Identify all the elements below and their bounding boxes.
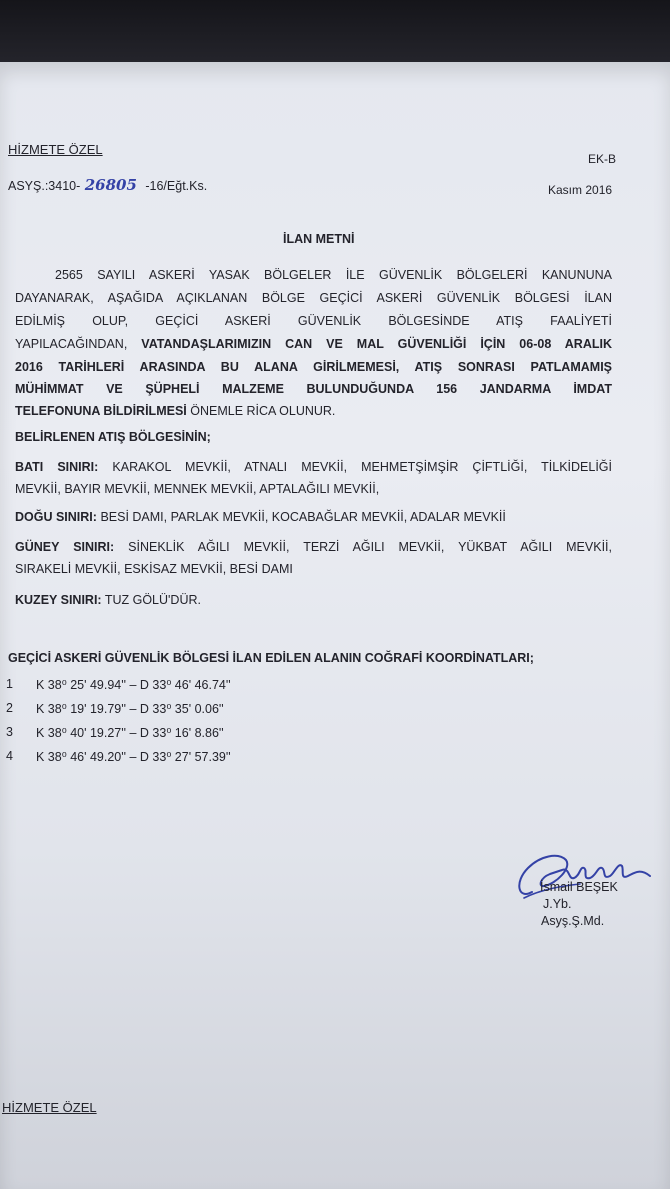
- east-border-line: [15, 510, 506, 524]
- reference-number: [8, 176, 207, 195]
- classification-bottom: HİZMETE ÖZEL: [2, 1100, 97, 1115]
- north-border-label: KUZEY SINIRI:: [15, 593, 102, 607]
- coordinate-value: K 38⁰ 46' 49.20'' – D 33⁰ 27' 57.39'': [36, 750, 231, 764]
- south-border-text-1: SİNEKLİK AĞILI MEVKİİ, TERZİ AĞILI MEVKİİ, YÜKBAT AĞILI MEVKİİ,: [128, 540, 612, 554]
- intro-segment: 2565 SAYILI ASKERİ YASAK BÖLGELER İLE GÜVENLİK BÖLGELERİ KANUNUNA: [55, 268, 612, 282]
- intro-segment: MÜHİMMAT VE ŞÜPHELİ MALZEME BULUNDUĞUNDA 156 JANDARMA İMDAT: [15, 382, 612, 396]
- intro-line: [15, 382, 612, 396]
- west-border-line-1: [15, 460, 612, 474]
- intro-segment: DAYANARAK, AŞAĞIDA AÇIKLANAN BÖLGE GEÇİCİ ASKERİ GÜVENLİK BÖLGESİ İLAN: [15, 291, 612, 305]
- signature-scribble: [510, 840, 660, 910]
- classification-top: HİZMETE ÖZEL: [8, 142, 103, 157]
- intro-segment: VATANDAŞLARIMIZIN CAN VE MAL GÜVENLİĞİ İÇİN 06-08 ARALIK: [141, 337, 612, 351]
- intro-line: [15, 337, 612, 351]
- coordinate-number: 2: [6, 701, 13, 715]
- intro-line: [15, 291, 612, 305]
- intro-segment: ÖNEMLE RİCA OLUNUR.: [186, 404, 336, 418]
- reference-prefix: ASYŞ.:3410-: [8, 179, 81, 193]
- intro-line: [15, 360, 612, 374]
- east-border-text: BESİ DAMI, PARLAK MEVKİİ, KOCABAĞLAR MEVKİİ, ADALAR MEVKİİ: [100, 510, 506, 524]
- west-border-label: BATI SINIRI:: [15, 460, 99, 474]
- handwritten-reference: 26805: [84, 176, 137, 194]
- intro-line: [15, 404, 612, 418]
- coordinate-number: 4: [6, 749, 13, 763]
- coordinate-number: 3: [6, 725, 13, 739]
- document-date: Kasım 2016: [548, 183, 613, 197]
- coordinate-value: K 38⁰ 25' 49.94'' – D 33⁰ 46' 46.74'': [36, 678, 231, 692]
- intro-segment: 2016 TARİHLERİ ARASINDA BU ALANA GİRİLMEMESİ, ATIŞ SONRASI PATLAMAMIŞ: [15, 360, 612, 374]
- annex-label: EK-B: [588, 152, 617, 166]
- west-border-text-2: MEVKİİ, BAYIR MEVKİİ, MENNEK MEVKİİ, APTALAĞILI MEVKİİ,: [15, 482, 380, 496]
- south-border-line-1: [15, 540, 612, 554]
- north-border-text: TUZ GÖLÜ'DÜR.: [104, 593, 201, 607]
- coordinate-number: 1: [6, 677, 13, 691]
- south-border-label: GÜNEY SINIRI:: [15, 540, 115, 554]
- signatory-rank: J.Yb.: [543, 897, 572, 911]
- zone-heading: BELİRLENEN ATIŞ BÖLGESİNİN;: [15, 430, 211, 444]
- west-border-text-1: KARAKOL MEVKİİ, ATNALI MEVKİİ, MEHMETŞİMŞİR ÇİFTLİĞİ, TİLKİDELİĞİ: [112, 460, 612, 474]
- coordinate-value: K 38⁰ 40' 19.27'' – D 33⁰ 16' 8.86'': [36, 726, 224, 740]
- reference-suffix: -16/Eğt.Ks.: [145, 179, 208, 193]
- intro-line: [15, 314, 612, 328]
- intro-segment: YAPILACAĞINDAN,: [15, 337, 142, 351]
- signatory-title: Asyş.Ş.Md.: [541, 914, 605, 928]
- intro-segment: EDİLMİŞ OLUP, GEÇİCİ ASKERİ GÜVENLİK BÖLGESİNDE ATIŞ FAALİYETİ: [15, 314, 612, 328]
- coordinates-heading: GEÇİCİ ASKERİ GÜVENLİK BÖLGESİ İLAN EDİLEN ALANIN COĞRAFİ KOORDİNATLARI;: [8, 651, 534, 665]
- north-border-line: [15, 593, 201, 607]
- document-title: İLAN METNİ: [283, 232, 355, 246]
- south-border-text-2: SIRAKELİ MEVKİİ, ESKİSAZ MEVKİİ, BESİ DAMI: [15, 562, 293, 576]
- intro-segment: TELEFONUNA BİLDİRİLMESİ: [15, 404, 187, 418]
- intro-line: [55, 268, 612, 282]
- signatory-name: İsmail BEŞEK: [540, 880, 618, 894]
- east-border-label: DOĞU SINIRI:: [15, 510, 97, 524]
- coordinate-value: K 38⁰ 19' 19.79'' – D 33⁰ 35' 0.06'': [36, 702, 224, 716]
